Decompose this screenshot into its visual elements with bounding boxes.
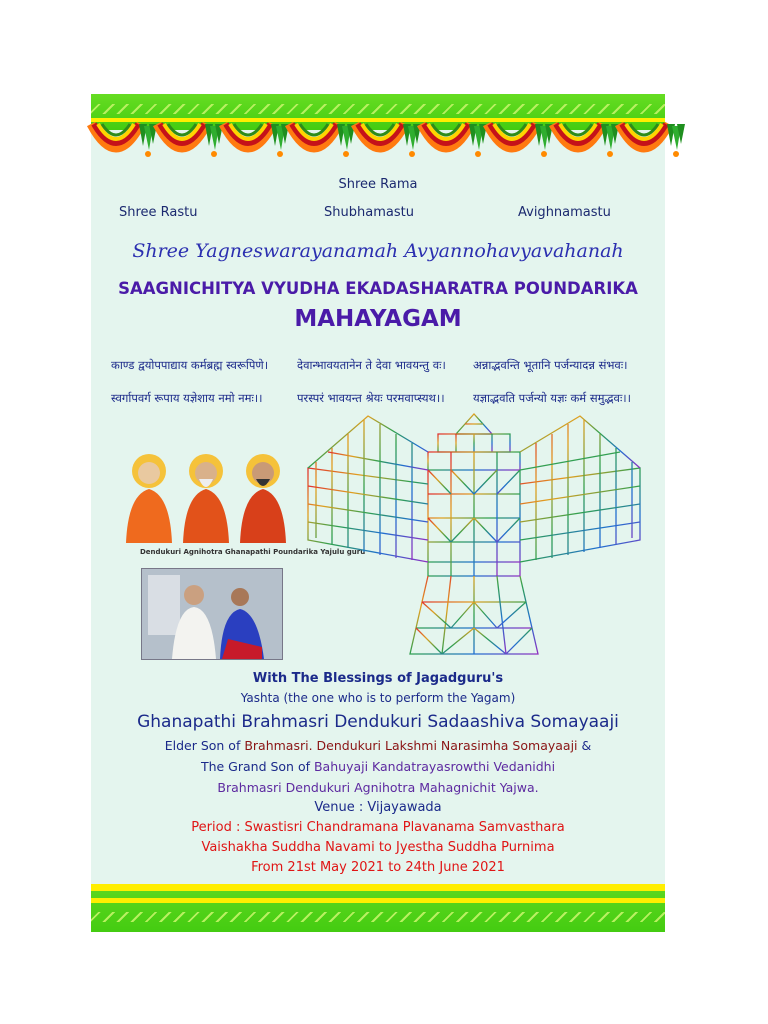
falcon-altar-diagram-icon — [306, 412, 642, 658]
marigold-garland-icon — [91, 120, 665, 184]
shloka-1b: देवान्भावयतानेन ते देवा भावयन्तु वः। — [297, 358, 446, 372]
guru-portraits — [116, 451, 294, 549]
shloka-line-1 — [111, 358, 651, 380]
yashta-text: Yashta (the one who is to perform the Yagam) — [240, 691, 516, 705]
grand-son-name: Bahuyaji Kandatrayasrowthi Vedanidhi — [313, 759, 556, 774]
shloka-2a: स्वर्गापवर्ग रूपाय यज्ञेशाय नमो नमः।। — [111, 391, 263, 405]
slogan-shubhamastu: Shubhamastu — [324, 205, 414, 220]
couple-photo-icon — [141, 568, 283, 660]
period-line-3: From 21st May 2021 to 24th June 2021 — [251, 860, 505, 875]
sage-portrait-icon — [236, 451, 290, 543]
grand-son-prefix: The Grand Son of — [200, 759, 314, 774]
period-line-1: Period : Swastisri Chandramana Plavanama Samvasthara — [191, 820, 565, 835]
venue-text: Venue : Vijayawada — [314, 800, 442, 815]
slogan-avighnamastu: Avighnamastu — [518, 205, 611, 220]
shloka-line-2 — [111, 391, 651, 413]
bottom-border-band — [91, 884, 665, 932]
shloka-2b: परस्परं भावयन्त श्रेयः परमवाप्स्यथ।। — [297, 391, 445, 405]
elder-son-name: Brahmasri. Dendukuri Lakshmi Narasimha Somayaaji — [244, 738, 578, 753]
slogans-row — [91, 205, 665, 225]
shloka-2c: यज्ञाद्भवति पर्जन्यो यज्ञः कर्म समुद्भवः।। — [473, 391, 631, 405]
sage-portrait-icon — [122, 451, 176, 543]
sage-portrait-icon — [179, 451, 233, 543]
shloka-1a: काण्ड द्वयोपपाद्याय कर्मब्रह्म स्वरूपिणे। — [111, 358, 269, 372]
grand-son-line-2: Brahmasri Dendukuri Agnihotra Mahagnichit Yajwa. — [217, 780, 539, 795]
performer-name: Ghanapathi Brahmasri Dendukuri Sadaashiva Somayaaji — [137, 712, 619, 732]
event-main-title: MAHAYAGAM — [294, 306, 462, 332]
period-line-2: Vaishakha Suddha Navami to Jyestha Suddha Purnima — [201, 840, 555, 855]
shloka-1c: अन्नाद्भवन्ति भूतानि पर्जन्यादन्न संभवः। — [473, 358, 628, 372]
portraits-caption: Dendukuri Agnihotra Ghanapathi Poundarika Yajulu guru — [140, 548, 366, 556]
elder-son-prefix: Elder Son of — [164, 738, 245, 753]
event-title: SAAGNICHITYA VYUDHA EKADASHARATRA POUNDARIKA — [118, 279, 638, 298]
elder-son-suffix: & — [577, 738, 592, 753]
shree-rama-text: Shree Rama — [338, 177, 418, 192]
invitation-card — [91, 94, 665, 932]
blessings-text: With The Blessings of Jagadguru's — [252, 671, 504, 686]
slogan-shree-rastu: Shree Rastu — [119, 205, 198, 220]
grand-son-line — [91, 759, 665, 774]
elder-son-line — [91, 738, 665, 753]
invocation-text: Shree Yagneswarayanamah Avyannohavyavahanah — [132, 240, 624, 262]
